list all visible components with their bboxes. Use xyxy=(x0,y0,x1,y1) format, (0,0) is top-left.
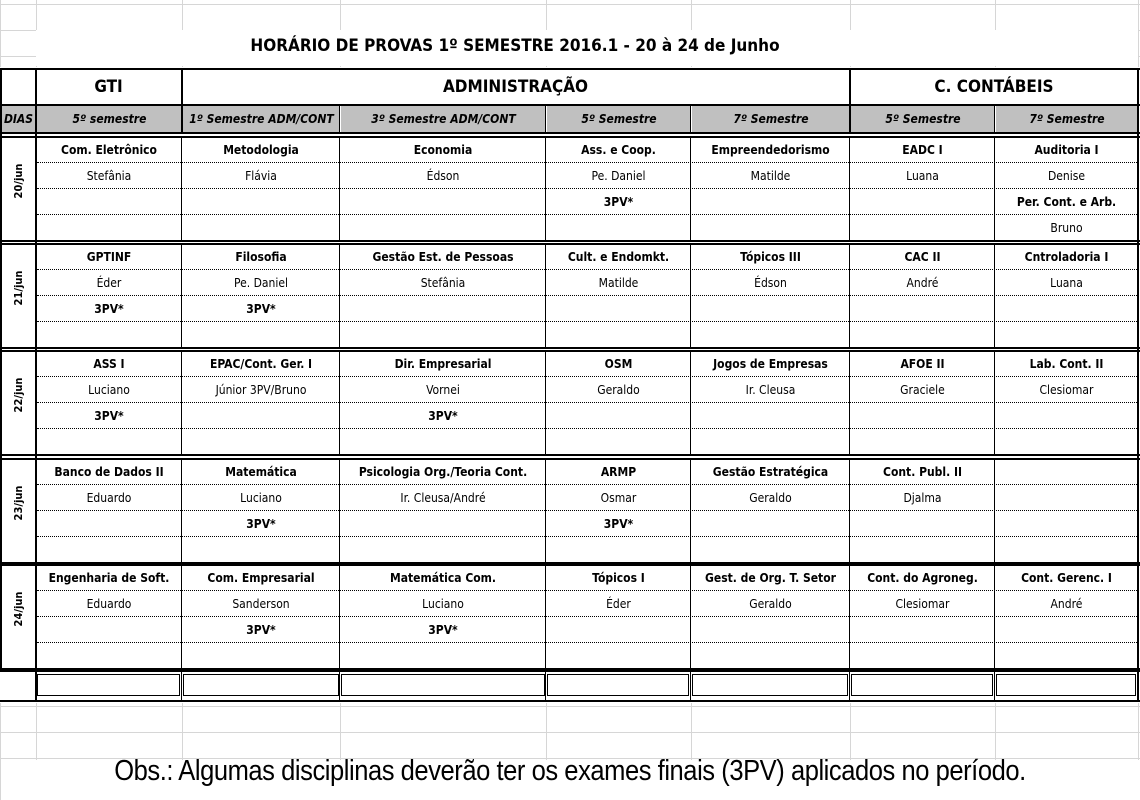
table-border xyxy=(994,458,995,562)
row-separator xyxy=(37,269,1137,270)
table-border xyxy=(339,243,340,347)
teacher-name: Geraldo xyxy=(749,597,792,611)
teacher-name: Luciano xyxy=(422,597,464,611)
exam-note xyxy=(183,538,339,562)
table-border xyxy=(0,454,1140,456)
table-border xyxy=(545,243,546,347)
table-border xyxy=(181,670,182,700)
table-border xyxy=(181,458,182,562)
exam-note xyxy=(692,323,849,347)
subject-name: Matemática Com. xyxy=(389,571,497,585)
row-separator xyxy=(37,536,1137,537)
subject-name: EADC I xyxy=(902,143,943,157)
exam-note xyxy=(851,538,994,562)
exam-note xyxy=(37,618,181,642)
exam-note xyxy=(996,512,1137,536)
exam-note xyxy=(851,644,994,668)
subject-name: Cntroladoria I xyxy=(1024,250,1109,264)
table-border xyxy=(849,670,850,700)
teacher-name: Éder xyxy=(96,276,122,290)
header-semester: 5º Semestre xyxy=(547,106,691,132)
table-border xyxy=(690,104,691,132)
sheet-gridline xyxy=(0,706,1140,707)
teacher-name: André xyxy=(1050,597,1083,611)
teacher-name: Stefânia xyxy=(420,276,466,290)
table-border xyxy=(339,670,340,700)
subject-name: Auditoria I xyxy=(1034,143,1099,157)
subject-name: CAC II xyxy=(904,250,941,264)
subject-name: Metodologia xyxy=(223,143,299,157)
day-label: 24/jun xyxy=(11,591,25,627)
exam-note xyxy=(37,538,181,562)
sheet-gridline xyxy=(0,732,1140,733)
exam-note xyxy=(851,404,994,428)
header-semester: 3º Semestre ADM/CONT xyxy=(341,106,546,132)
exam-note: 3PV* xyxy=(94,409,124,423)
empty-cell xyxy=(183,674,339,696)
exam-note xyxy=(341,430,545,454)
exam-note xyxy=(183,644,339,668)
header-gti: GTI xyxy=(94,77,123,97)
table-border xyxy=(849,458,850,562)
table-border xyxy=(0,104,1140,106)
table-border xyxy=(690,243,691,347)
table-border xyxy=(0,136,1140,138)
teacher-name: Sanderson xyxy=(232,597,290,611)
teacher-name: Clesiomar xyxy=(895,597,950,611)
row-separator xyxy=(37,188,1137,189)
table-border xyxy=(0,564,1140,566)
table-border xyxy=(339,136,340,240)
table-border xyxy=(690,136,691,240)
teacher-name: Clesiomar xyxy=(1039,383,1094,397)
subject-name: ARMP xyxy=(600,465,637,479)
teacher-name: Eduardo xyxy=(86,491,132,505)
exam-note: 3PV* xyxy=(246,517,276,531)
teacher-name: Édson xyxy=(426,169,460,183)
table-border xyxy=(1137,670,1139,702)
subject-name: Empreendedorismo xyxy=(711,143,830,157)
exam-note xyxy=(341,190,545,214)
row-separator xyxy=(37,162,1137,163)
table-border xyxy=(849,136,850,240)
teacher-name: Stefânia xyxy=(86,169,132,183)
teacher-name: Osmar xyxy=(600,491,637,505)
header-semester: 7º Semestre xyxy=(996,106,1138,132)
table-border xyxy=(849,564,850,668)
table-border xyxy=(545,458,546,562)
exam-note xyxy=(37,216,181,240)
subject-name: Cont. Publ. II xyxy=(883,465,962,479)
subject-name: Ass. e Coop. xyxy=(581,143,656,157)
row-separator xyxy=(37,510,1137,511)
table-border xyxy=(849,350,850,454)
exam-note xyxy=(692,190,849,214)
exam-note xyxy=(692,512,849,536)
header-semester: 5º Semestre xyxy=(851,106,995,132)
table-border xyxy=(181,350,182,454)
row-separator xyxy=(37,321,1137,322)
exam-note xyxy=(547,404,690,428)
subject-name: AFOE II xyxy=(900,357,945,371)
table-border xyxy=(339,458,340,562)
table-border xyxy=(994,136,995,240)
table-border xyxy=(690,458,691,562)
subject-name: EPAC/Cont. Ger. I xyxy=(209,357,313,371)
teacher-name: Éder xyxy=(606,597,631,611)
exam-note: 3PV* xyxy=(246,623,276,637)
table-border xyxy=(339,350,340,454)
table-border xyxy=(0,68,1140,70)
subject-name xyxy=(996,460,1137,484)
table-border xyxy=(339,104,340,132)
exam-note xyxy=(851,323,994,347)
teacher-name: Eduardo xyxy=(86,597,132,611)
header-semester: 5º semestre xyxy=(37,106,182,132)
exam-note xyxy=(183,430,339,454)
exam-note xyxy=(547,297,690,321)
exam-note xyxy=(692,404,849,428)
day-label: 20/jun xyxy=(11,163,25,199)
teacher-name: Pe. Daniel xyxy=(234,276,288,290)
empty-cell xyxy=(37,674,180,696)
table-border xyxy=(0,670,1140,672)
subject-name: Tópicos I xyxy=(592,571,645,585)
exam-note xyxy=(692,538,849,562)
exam-note: 3PV* xyxy=(428,409,458,423)
empty-cell xyxy=(341,674,545,696)
teacher-name: Júnior 3PV/Bruno xyxy=(215,383,307,397)
table-border xyxy=(849,243,850,347)
table-border xyxy=(849,68,851,132)
subject-name: Dir. Empresarial xyxy=(394,357,492,371)
table-border xyxy=(545,104,546,132)
table-border xyxy=(994,104,995,132)
exam-note xyxy=(547,538,690,562)
row-separator xyxy=(37,428,1137,429)
table-border xyxy=(545,350,546,454)
exam-note xyxy=(341,512,545,536)
subject-name: Com. Empresarial xyxy=(207,571,315,585)
exam-note xyxy=(692,216,849,240)
exam-note xyxy=(183,404,339,428)
header-administracao: ADMINISTRAÇÃO xyxy=(442,77,589,97)
exam-note xyxy=(851,430,994,454)
day-label: 22/jun xyxy=(11,377,25,413)
exam-note: 3PV* xyxy=(94,302,124,316)
exam-note xyxy=(183,323,339,347)
table-border xyxy=(0,347,1140,349)
teacher-name: Luana xyxy=(906,169,939,183)
table-border xyxy=(0,68,2,670)
exam-note xyxy=(547,430,690,454)
teacher-name xyxy=(996,486,1137,510)
table-border xyxy=(690,564,691,668)
table-border xyxy=(690,350,691,454)
table-border xyxy=(545,564,546,668)
exam-note xyxy=(37,430,181,454)
table-border xyxy=(181,136,182,240)
table-border xyxy=(339,564,340,668)
subject-name: ASS I xyxy=(93,357,125,371)
subject-name: Cont. Gerenc. I xyxy=(1021,571,1112,585)
exam-note xyxy=(692,618,849,642)
empty-cell xyxy=(547,674,689,696)
table-border xyxy=(181,564,182,668)
exam-note xyxy=(996,430,1137,454)
exam-note xyxy=(692,297,849,321)
exam-note xyxy=(547,323,690,347)
exam-note xyxy=(851,190,994,214)
day-label: 21/jun xyxy=(11,270,25,306)
table-border xyxy=(0,243,1140,245)
subject-name: Gestão Est. de Pessoas xyxy=(372,250,514,264)
table-border xyxy=(181,68,183,132)
exam-note xyxy=(341,538,545,562)
exam-note xyxy=(996,538,1137,562)
table-border xyxy=(994,670,995,700)
teacher-name: Geraldo xyxy=(597,383,640,397)
row-separator xyxy=(37,616,1137,617)
exam-note xyxy=(692,644,849,668)
exam-note xyxy=(996,644,1137,668)
row-separator xyxy=(37,295,1137,296)
exam-note xyxy=(692,430,849,454)
exam-note xyxy=(996,323,1137,347)
empty-cell xyxy=(692,674,848,696)
row-separator xyxy=(37,376,1137,377)
exam-note: 3PV* xyxy=(603,517,634,531)
table-border xyxy=(994,564,995,668)
subject-name: GPTINF xyxy=(86,250,132,264)
subject-name: Matemática xyxy=(225,465,297,479)
exam-note xyxy=(851,297,994,321)
table-border xyxy=(181,243,182,347)
exam-note: 3PV* xyxy=(428,623,458,637)
teacher-name: Ir. Cleusa/André xyxy=(400,491,486,505)
exam-note: 3PV* xyxy=(246,302,276,316)
exam-note xyxy=(851,216,994,240)
exam-note xyxy=(37,190,181,214)
exam-note xyxy=(547,216,690,240)
exam-note xyxy=(183,216,339,240)
teacher-name: Geraldo xyxy=(749,491,792,505)
row-separator xyxy=(37,642,1137,643)
row-separator xyxy=(37,484,1137,485)
teacher-name: Luciano xyxy=(240,491,282,505)
empty-cell xyxy=(851,674,993,696)
subject-name: Jogos de Empresas xyxy=(713,357,828,371)
exam-note xyxy=(547,644,690,668)
exam-note xyxy=(996,297,1137,321)
exam-note xyxy=(37,644,181,668)
subject-name: Psicologia Org./Teoria Cont. xyxy=(358,465,528,479)
header-contabeis: C. CONTÁBEIS xyxy=(934,77,1054,97)
table-border xyxy=(0,132,1140,134)
observation-note: Obs.: Algumas disciplinas deverão ter os exames finais (3PV) aplicados no período. xyxy=(114,755,1026,787)
subject-name: Lab. Cont. II xyxy=(1029,357,1104,371)
table-border xyxy=(994,350,995,454)
exam-note xyxy=(183,190,339,214)
subject-name: Cult. e Endomkt. xyxy=(567,250,670,264)
subject-name: Engenharia de Soft. xyxy=(48,571,170,585)
header-dias: DIAS xyxy=(2,106,35,132)
row-separator xyxy=(37,590,1137,591)
subject-name: Tópicos III xyxy=(740,250,801,264)
table-border xyxy=(1137,68,1139,670)
exam-note xyxy=(851,512,994,536)
teacher-name: Édson xyxy=(754,276,787,290)
exam-note: 3PV* xyxy=(603,195,634,209)
exam-note: Bruno xyxy=(1050,221,1083,235)
subject-name: Economia xyxy=(413,143,473,157)
teacher-name: Vornei xyxy=(426,383,460,397)
table-border xyxy=(35,68,37,700)
table-border xyxy=(0,240,1140,242)
exam-note xyxy=(37,512,181,536)
table-border xyxy=(0,350,1140,352)
teacher-name: Graciele xyxy=(900,383,945,397)
teacher-name: Pe. Daniel xyxy=(591,169,646,183)
table-border xyxy=(545,670,546,700)
page-title: HORÁRIO DE PROVAS 1º SEMESTRE 2016.1 - 20 à 24 de Junho xyxy=(250,36,780,56)
teacher-name: Ir. Cleusa xyxy=(745,383,796,397)
subject-name: Filosofia xyxy=(235,250,287,264)
table-border xyxy=(994,243,995,347)
subject-name: Com. Eletrônico xyxy=(61,143,157,157)
teacher-name: Luciano xyxy=(88,383,130,397)
empty-cell xyxy=(996,674,1136,696)
exam-note: Per. Cont. e Arb. xyxy=(1016,195,1117,209)
header-semester: 7º Semestre xyxy=(692,106,850,132)
exam-note xyxy=(341,644,545,668)
sheet-gridline xyxy=(0,4,1140,5)
row-separator xyxy=(37,214,1137,215)
teacher-name: Denise xyxy=(1047,169,1086,183)
subject-name: Gestão Estratégica xyxy=(712,465,829,479)
exam-note xyxy=(341,297,545,321)
teacher-name: Djalma xyxy=(903,491,942,505)
exam-note xyxy=(37,323,181,347)
subject-name: OSM xyxy=(604,357,633,371)
teacher-name: André xyxy=(906,276,939,290)
exam-note xyxy=(851,618,994,642)
exam-note xyxy=(547,618,690,642)
exam-note xyxy=(341,216,545,240)
exam-note xyxy=(996,404,1137,428)
teacher-name: Luana xyxy=(1050,276,1083,290)
row-separator xyxy=(37,402,1137,403)
table-border xyxy=(545,136,546,240)
table-border xyxy=(0,458,1140,460)
subject-name: Banco de Dados II xyxy=(54,465,164,479)
table-border xyxy=(690,670,691,700)
subject-name: Gest. de Org. T. Setor xyxy=(705,571,836,585)
header-semester: 1º Semestre ADM/CONT xyxy=(183,106,340,132)
day-label: 23/jun xyxy=(11,485,25,521)
teacher-name: Matilde xyxy=(598,276,639,290)
subject-name: Cont. do Agroneg. xyxy=(867,571,978,585)
exam-note xyxy=(996,618,1137,642)
teacher-name: Matilde xyxy=(750,169,791,183)
table-border xyxy=(0,700,1140,702)
teacher-name: Flávia xyxy=(245,169,277,183)
exam-note xyxy=(341,323,545,347)
